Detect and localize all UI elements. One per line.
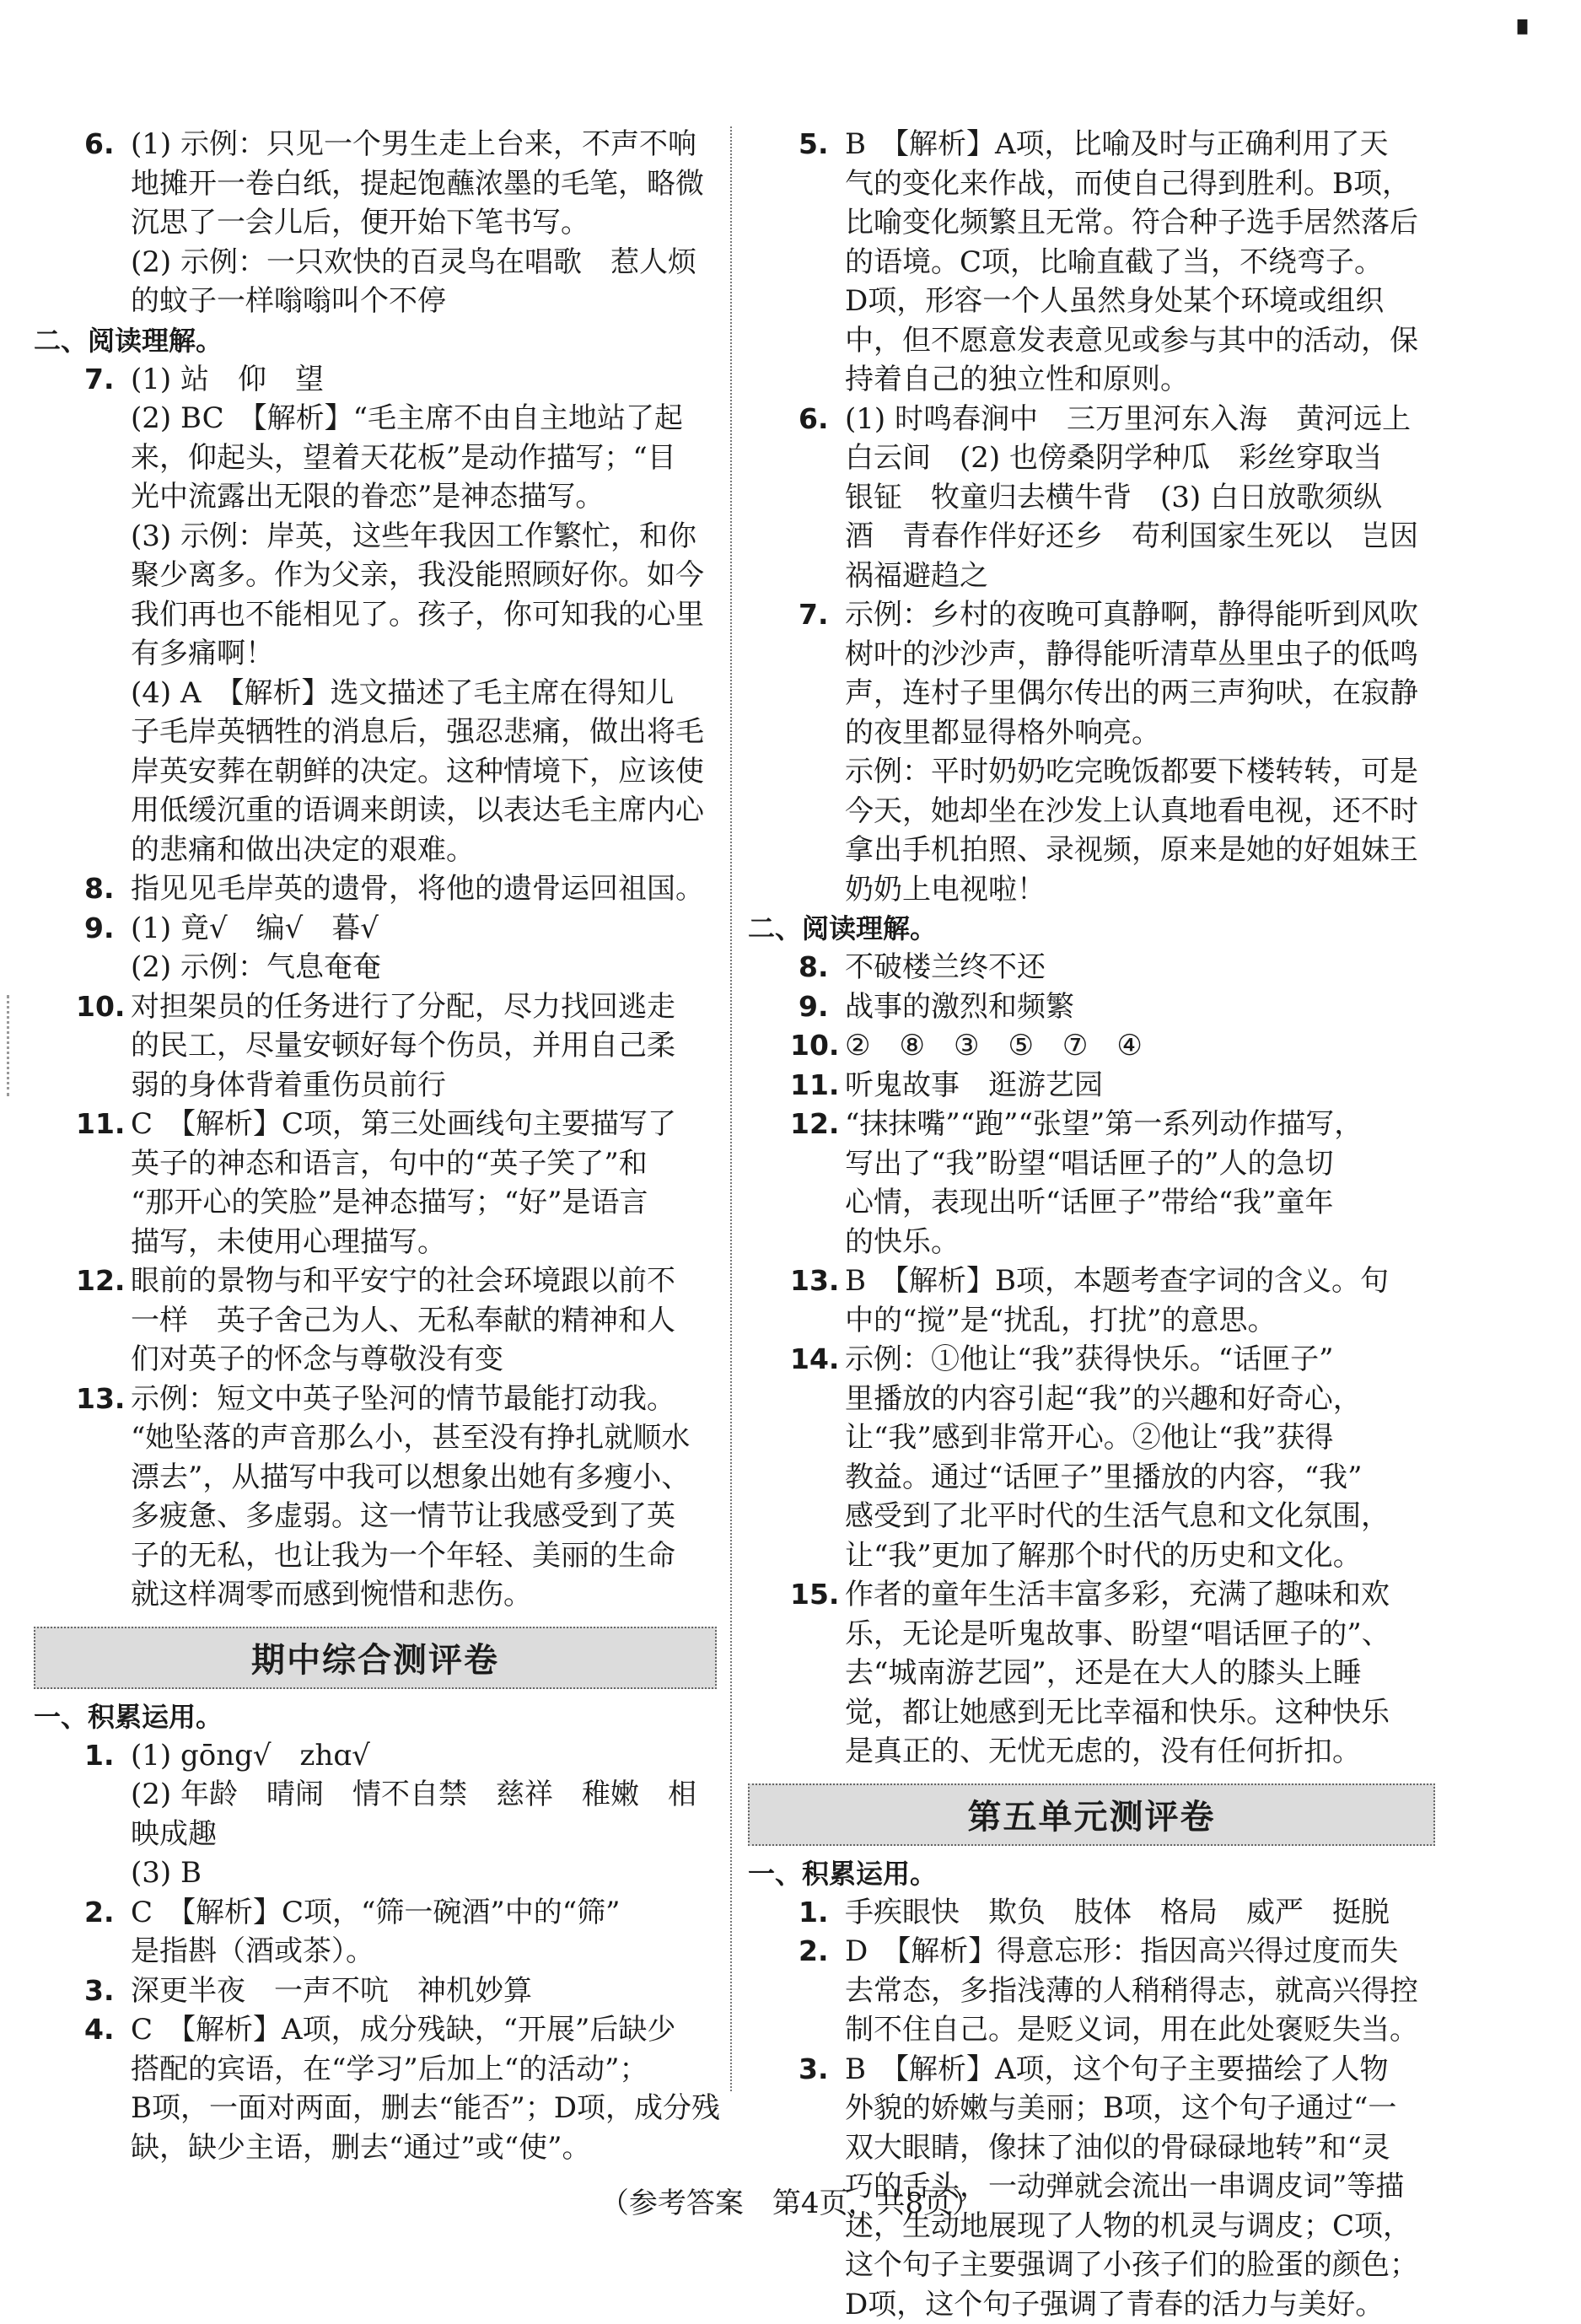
answer-line: B 【解析】A项，这个句子主要描绘了人物 xyxy=(845,2050,1435,2090)
answer-item xyxy=(34,2010,717,2167)
answer-line: 示例：平时奶奶吃完晚饭都要下楼转转，可是 xyxy=(845,752,1435,792)
answer-line: 们对英子的怀念与尊敬没有变 xyxy=(131,1340,717,1380)
answer-item xyxy=(748,1105,1435,1262)
answer-line: 对担架员的任务进行了分配，尽力找回逃走 xyxy=(131,987,717,1027)
answer-line: 聚少离多。作为父亲，我没能照顾好你。如今 xyxy=(131,556,717,595)
answer-line: 来，仰起头，望着天花板”是动作描写；“目 xyxy=(131,438,717,478)
answer-line: (3) 示例：岸英，这些年我因工作繁忙，和你 xyxy=(131,517,717,557)
answer-line: 战事的激烈和频繁 xyxy=(845,987,1435,1027)
answer-item xyxy=(34,1893,717,1972)
answer-line: 酒 青春作伴好还乡 苟利国家生死以 岂因 xyxy=(845,517,1435,557)
question-number: 9. xyxy=(799,987,841,1027)
answer-line: 光中流露出无限的眷恋”是神态描写。 xyxy=(131,477,717,517)
answer-line: 制不住自己。是贬义词，用在此处褒贬失当。 xyxy=(845,2010,1435,2050)
answer-line: 感受到了北平时代的生活气息和文化氛围， xyxy=(845,1497,1435,1536)
question-number: 12. xyxy=(790,1105,841,1144)
test-title-banner: 第五单元测评卷 xyxy=(748,1783,1435,1846)
answer-line: 这个句子主要强调了小孩子们的脸蛋的颜色； xyxy=(845,2246,1435,2285)
answer-item xyxy=(34,909,717,987)
answer-line: 写出了“我”盼望“唱话匣子的”人的急切 xyxy=(845,1144,1435,1184)
answer-line: 去常态，多指浅薄的人稍稍得志，就高兴得控 xyxy=(845,1972,1435,2011)
question-number: 8. xyxy=(84,869,126,909)
answer-line: 映成趣 xyxy=(131,1815,717,1854)
answer-item xyxy=(34,987,717,1106)
answer-line: 的悲痛和做出决定的艰难。 xyxy=(131,831,717,870)
answer-item xyxy=(34,1262,717,1380)
answer-line: 比喻变化频繁且无常。符合种子选手居然落后 xyxy=(845,203,1435,243)
answer-item xyxy=(748,1893,1435,1933)
answer-line: 是指斟（酒或茶）。 xyxy=(131,1932,717,1972)
question-number: 15. xyxy=(790,1575,841,1615)
question-number: 1. xyxy=(799,1893,841,1933)
answer-line: B 【解析】B项，本题考查字词的含义。句 xyxy=(845,1262,1435,1301)
answer-line: (1) 示例：只见一个男生走上台来，不声不响 xyxy=(131,125,717,164)
answer-line: B 【解析】A项，比喻及时与正确利用了天 xyxy=(845,125,1435,164)
answer-line: 不破楼兰终不还 xyxy=(845,948,1435,987)
answer-line: 深更半夜 一声不吭 神机妙算 xyxy=(131,1972,717,2011)
answer-line: 眼前的景物与和平安宁的社会环境跟以前不 xyxy=(131,1262,717,1301)
answer-item xyxy=(748,125,1435,400)
answer-line: 是真正的、无忧无虑的，没有任何折扣。 xyxy=(845,1732,1435,1772)
answer-line: 示例：乡村的夜晚可真静啊，静得能听到风吹 xyxy=(845,595,1435,635)
answer-item xyxy=(34,1736,717,1893)
answer-line: 有多痛啊！ xyxy=(131,634,717,674)
answer-item xyxy=(748,1262,1435,1340)
answer-line: 沉思了一会儿后，便开始下笔书写。 xyxy=(131,203,717,243)
answer-item xyxy=(34,1105,717,1262)
answer-line: 祸福避趋之 xyxy=(845,557,1435,596)
answer-line: 我们再也不能相见了。孩子，你可知我的心里 xyxy=(131,595,717,635)
answer-line: (2) BC 【解析】“毛主席不由自主地站了起 xyxy=(131,399,717,438)
question-number: 6. xyxy=(799,400,841,439)
answer-line: 的夜里都显得格外响亮。 xyxy=(845,713,1435,753)
answer-item xyxy=(748,1026,1435,1066)
section-heading: 一、积累运用。 xyxy=(748,1854,1435,1893)
answer-line: 持着自己的独立性和原则。 xyxy=(845,360,1435,400)
answer-line: 心情，表现出听“话匣子”带给“我”童年 xyxy=(845,1183,1435,1223)
question-number: 1. xyxy=(84,1736,126,1776)
answer-line: (4) A 【解析】选文描述了毛主席在得知儿 xyxy=(131,674,717,713)
question-number: 10. xyxy=(790,1026,841,1066)
answer-item xyxy=(748,1066,1435,1106)
left-column xyxy=(34,125,717,2167)
answer-line: 中，但不愿意发表意见或参与其中的活动，保 xyxy=(845,321,1435,361)
answer-line: 让“我”感到非常开心。②他让“我”获得 xyxy=(845,1418,1435,1458)
right-column xyxy=(748,125,1435,2324)
answer-item xyxy=(34,1972,717,2011)
answer-line: (2) 示例：一只欢快的百灵鸟在唱歌 惹人烦 xyxy=(131,243,717,282)
answer-line: 述，生动地展现了人物的机灵与调皮；C项， xyxy=(845,2207,1435,2246)
answer-line: 作者的童年生活丰富多彩，充满了趣味和欢 xyxy=(845,1575,1435,1615)
answer-item xyxy=(748,987,1435,1027)
answer-line: 地摊开一卷白纸，提起饱蘸浓墨的毛笔，略微 xyxy=(131,164,717,204)
answer-line: 缺，缺少主语，删去“通过”或“使”。 xyxy=(131,2128,717,2168)
binding-margin-dots xyxy=(7,995,9,1096)
answer-line: 乐，无论是听鬼故事、盼望“唱话匣子的”、 xyxy=(845,1615,1435,1654)
answer-line: 今天，她却坐在沙发上认真地看电视，还不时 xyxy=(845,792,1435,831)
answer-line: “那开心的笑脸”是神态描写；“好”是语言 xyxy=(131,1183,717,1223)
answer-item xyxy=(34,125,717,321)
answer-line: 的语境。C项，比喻直截了当，不绕弯子。 xyxy=(845,243,1435,282)
answer-line: 听鬼故事 逛游艺园 xyxy=(845,1066,1435,1106)
question-number: 14. xyxy=(790,1340,841,1380)
answer-line: 觉，都让她感到无比幸福和快乐。这种快乐 xyxy=(845,1693,1435,1733)
answer-line: D 【解析】得意忘形：指因高兴得过度而失 xyxy=(845,1932,1435,1972)
answer-item xyxy=(748,400,1435,596)
answer-line: D项，这个句子强调了青春的活力与美好。 xyxy=(845,2285,1435,2324)
answer-line: (2) 示例：气息奄奄 xyxy=(131,948,717,987)
question-number: 3. xyxy=(799,2050,841,2090)
answer-line: 声，连村子里偶尔传出的两三声狗吠，在寂静 xyxy=(845,674,1435,713)
question-number: 13. xyxy=(76,1380,126,1419)
answer-line: 去“城南游艺园”，还是在大人的膝头上睡 xyxy=(845,1654,1435,1693)
answer-line: 树叶的沙沙声，静得能听清草丛里虫子的低鸣 xyxy=(845,635,1435,675)
answer-item xyxy=(34,360,717,870)
answer-line: “她坠落的声音那么小，甚至没有挣扎就顺水 xyxy=(131,1418,717,1458)
answer-line: 教益。通过“话匣子”里播放的内容，“我” xyxy=(845,1458,1435,1498)
answer-line: D项，形容一个人虽然身处某个环境或组织 xyxy=(845,282,1435,321)
answer-line: 多疲惫、多虚弱。这一情节让我感受到了英 xyxy=(131,1497,717,1536)
test-title-banner: 期中综合测评卷 xyxy=(34,1627,717,1689)
answer-line: 示例：①他让“我”获得快乐。“话匣子” xyxy=(845,1340,1435,1380)
answer-line: (3) B xyxy=(131,1853,717,1893)
page-footer: （参考答案 第4页，共8页） xyxy=(0,2180,1581,2221)
answer-item xyxy=(34,1380,717,1615)
answer-item xyxy=(748,1340,1435,1575)
answer-line: 里播放的内容引起“我”的兴趣和好奇心， xyxy=(845,1380,1435,1419)
question-number: 12. xyxy=(76,1262,126,1301)
answer-line: 外貌的娇嫩与美丽；B项，这个句子通过“一 xyxy=(845,2089,1435,2128)
answer-item xyxy=(748,948,1435,987)
answer-line: 的蚊子一样嗡嗡叫个不停 xyxy=(131,282,717,321)
answer-item xyxy=(748,1932,1435,2050)
question-number: 2. xyxy=(84,1893,126,1933)
answer-line: B项，一面对两面，删去“能否”；D项，成分残 xyxy=(131,2089,717,2128)
answer-line: 的快乐。 xyxy=(845,1223,1435,1262)
answer-line: 弱的身体背着重伤员前行 xyxy=(131,1066,717,1106)
section-heading: 二、阅读理解。 xyxy=(34,321,717,360)
answer-line: 就这样凋零而感到惋惜和悲伤。 xyxy=(131,1575,717,1615)
answer-line: 岸英安葬在朝鲜的决定。这种情境下，应该使 xyxy=(131,752,717,792)
answer-line: 一样 英子舍己为人、无私奉献的精神和人 xyxy=(131,1301,717,1341)
question-number: 9. xyxy=(84,909,126,949)
answer-line: 漂去”，从描写中我可以想象出她有多瘦小、 xyxy=(131,1458,717,1498)
question-number: 13. xyxy=(790,1262,841,1301)
answer-line: 奶奶上电视啦！ xyxy=(845,870,1435,910)
question-number: 11. xyxy=(76,1105,126,1144)
answer-line: 中的“搅”是“扰乱，打扰”的意思。 xyxy=(845,1301,1435,1341)
answer-line: 拿出手机拍照、录视频，原来是她的好姐妹王 xyxy=(845,831,1435,870)
answer-line: (1) 时鸣春涧中 三万里河东入海 黄河远上 xyxy=(845,400,1435,439)
answer-line: 搭配的宾语，在“学习”后加上“的活动”； xyxy=(131,2050,717,2090)
answer-line: 气的变化来作战，而使自己得到胜利。B项， xyxy=(845,164,1435,204)
question-number: 3. xyxy=(84,1972,126,2011)
answer-line: 手疾眼快 欺负 肢体 格局 威严 挺脱 xyxy=(845,1893,1435,1933)
answer-line: 英子的神态和语言，句中的“英子笑了”和 xyxy=(131,1144,717,1184)
answer-line: 白云间 (2) 也傍桑阴学种瓜 彩丝穿取当 xyxy=(845,438,1435,478)
answer-line: 子毛岸英牺牲的消息后，强忍悲痛，做出将毛 xyxy=(131,713,717,752)
answer-line: 指见见毛岸英的遗骨，将他的遗骨运回祖国。 xyxy=(131,869,717,909)
answer-line: 银钲 牧童归去横牛背 (3) 白日放歌须纵 xyxy=(845,478,1435,518)
answer-item xyxy=(748,595,1435,909)
answer-line: 让“我”更加了解那个时代的历史和文化。 xyxy=(845,1536,1435,1576)
answer-line: 示例：短文中英子坠河的情节最能打动我。 xyxy=(131,1380,717,1419)
answer-line: (2) 年龄 晴闹 情不自禁 慈祥 稚嫩 相 xyxy=(131,1775,717,1815)
answer-line: 描写，未使用心理描写。 xyxy=(131,1223,717,1262)
question-number: 11. xyxy=(790,1066,841,1106)
answer-line: (1) 竟√ 编√ 暮√ xyxy=(131,909,717,949)
answer-line: (1) gōng√ zhɑ√ xyxy=(131,1736,717,1776)
answer-line: ② ⑧ ③ ⑤ ⑦ ④ xyxy=(845,1026,1435,1066)
answer-line: 的民工，尽量安顿好每个伤员，并用自己柔 xyxy=(131,1026,717,1066)
answer-line: C 【解析】C项，“筛一碗酒”中的“筛” xyxy=(131,1893,717,1933)
answer-line: 巧的舌头，一动弹就会流出一串调皮词”等描 xyxy=(845,2167,1435,2207)
answer-line: C 【解析】A项，成分残缺，“开展”后缺少 xyxy=(131,2010,717,2050)
question-number: 10. xyxy=(76,987,126,1027)
answer-line: C 【解析】C项，第三处画线句主要描写了 xyxy=(131,1105,717,1144)
answer-line: “抹抹嘴”“跑”“张望”第一系列动作描写， xyxy=(845,1105,1435,1144)
question-number: 6. xyxy=(84,125,126,164)
corner-mark: ▘ xyxy=(1518,20,1537,50)
answer-line: 双大眼睛，像抹了油似的骨碌碌地转”和“灵 xyxy=(845,2128,1435,2168)
column-divider xyxy=(730,126,732,2091)
question-number: 7. xyxy=(799,595,841,635)
question-number: 8. xyxy=(799,948,841,987)
answer-item xyxy=(748,1575,1435,1772)
answer-line: 用低缓沉重的语调来朗读，以表达毛主席内心 xyxy=(131,791,717,831)
section-heading: 二、阅读理解。 xyxy=(748,909,1435,948)
answer-line: 子的无私，也让我为一个年轻、美丽的生命 xyxy=(131,1536,717,1576)
answer-line: (1) 站 仰 望 xyxy=(131,360,717,400)
question-number: 2. xyxy=(799,1932,841,1972)
question-number: 7. xyxy=(84,360,126,400)
question-number: 5. xyxy=(799,125,841,164)
section-heading: 一、积累运用。 xyxy=(34,1697,717,1736)
question-number: 4. xyxy=(84,2010,126,2050)
answer-item xyxy=(34,869,717,909)
